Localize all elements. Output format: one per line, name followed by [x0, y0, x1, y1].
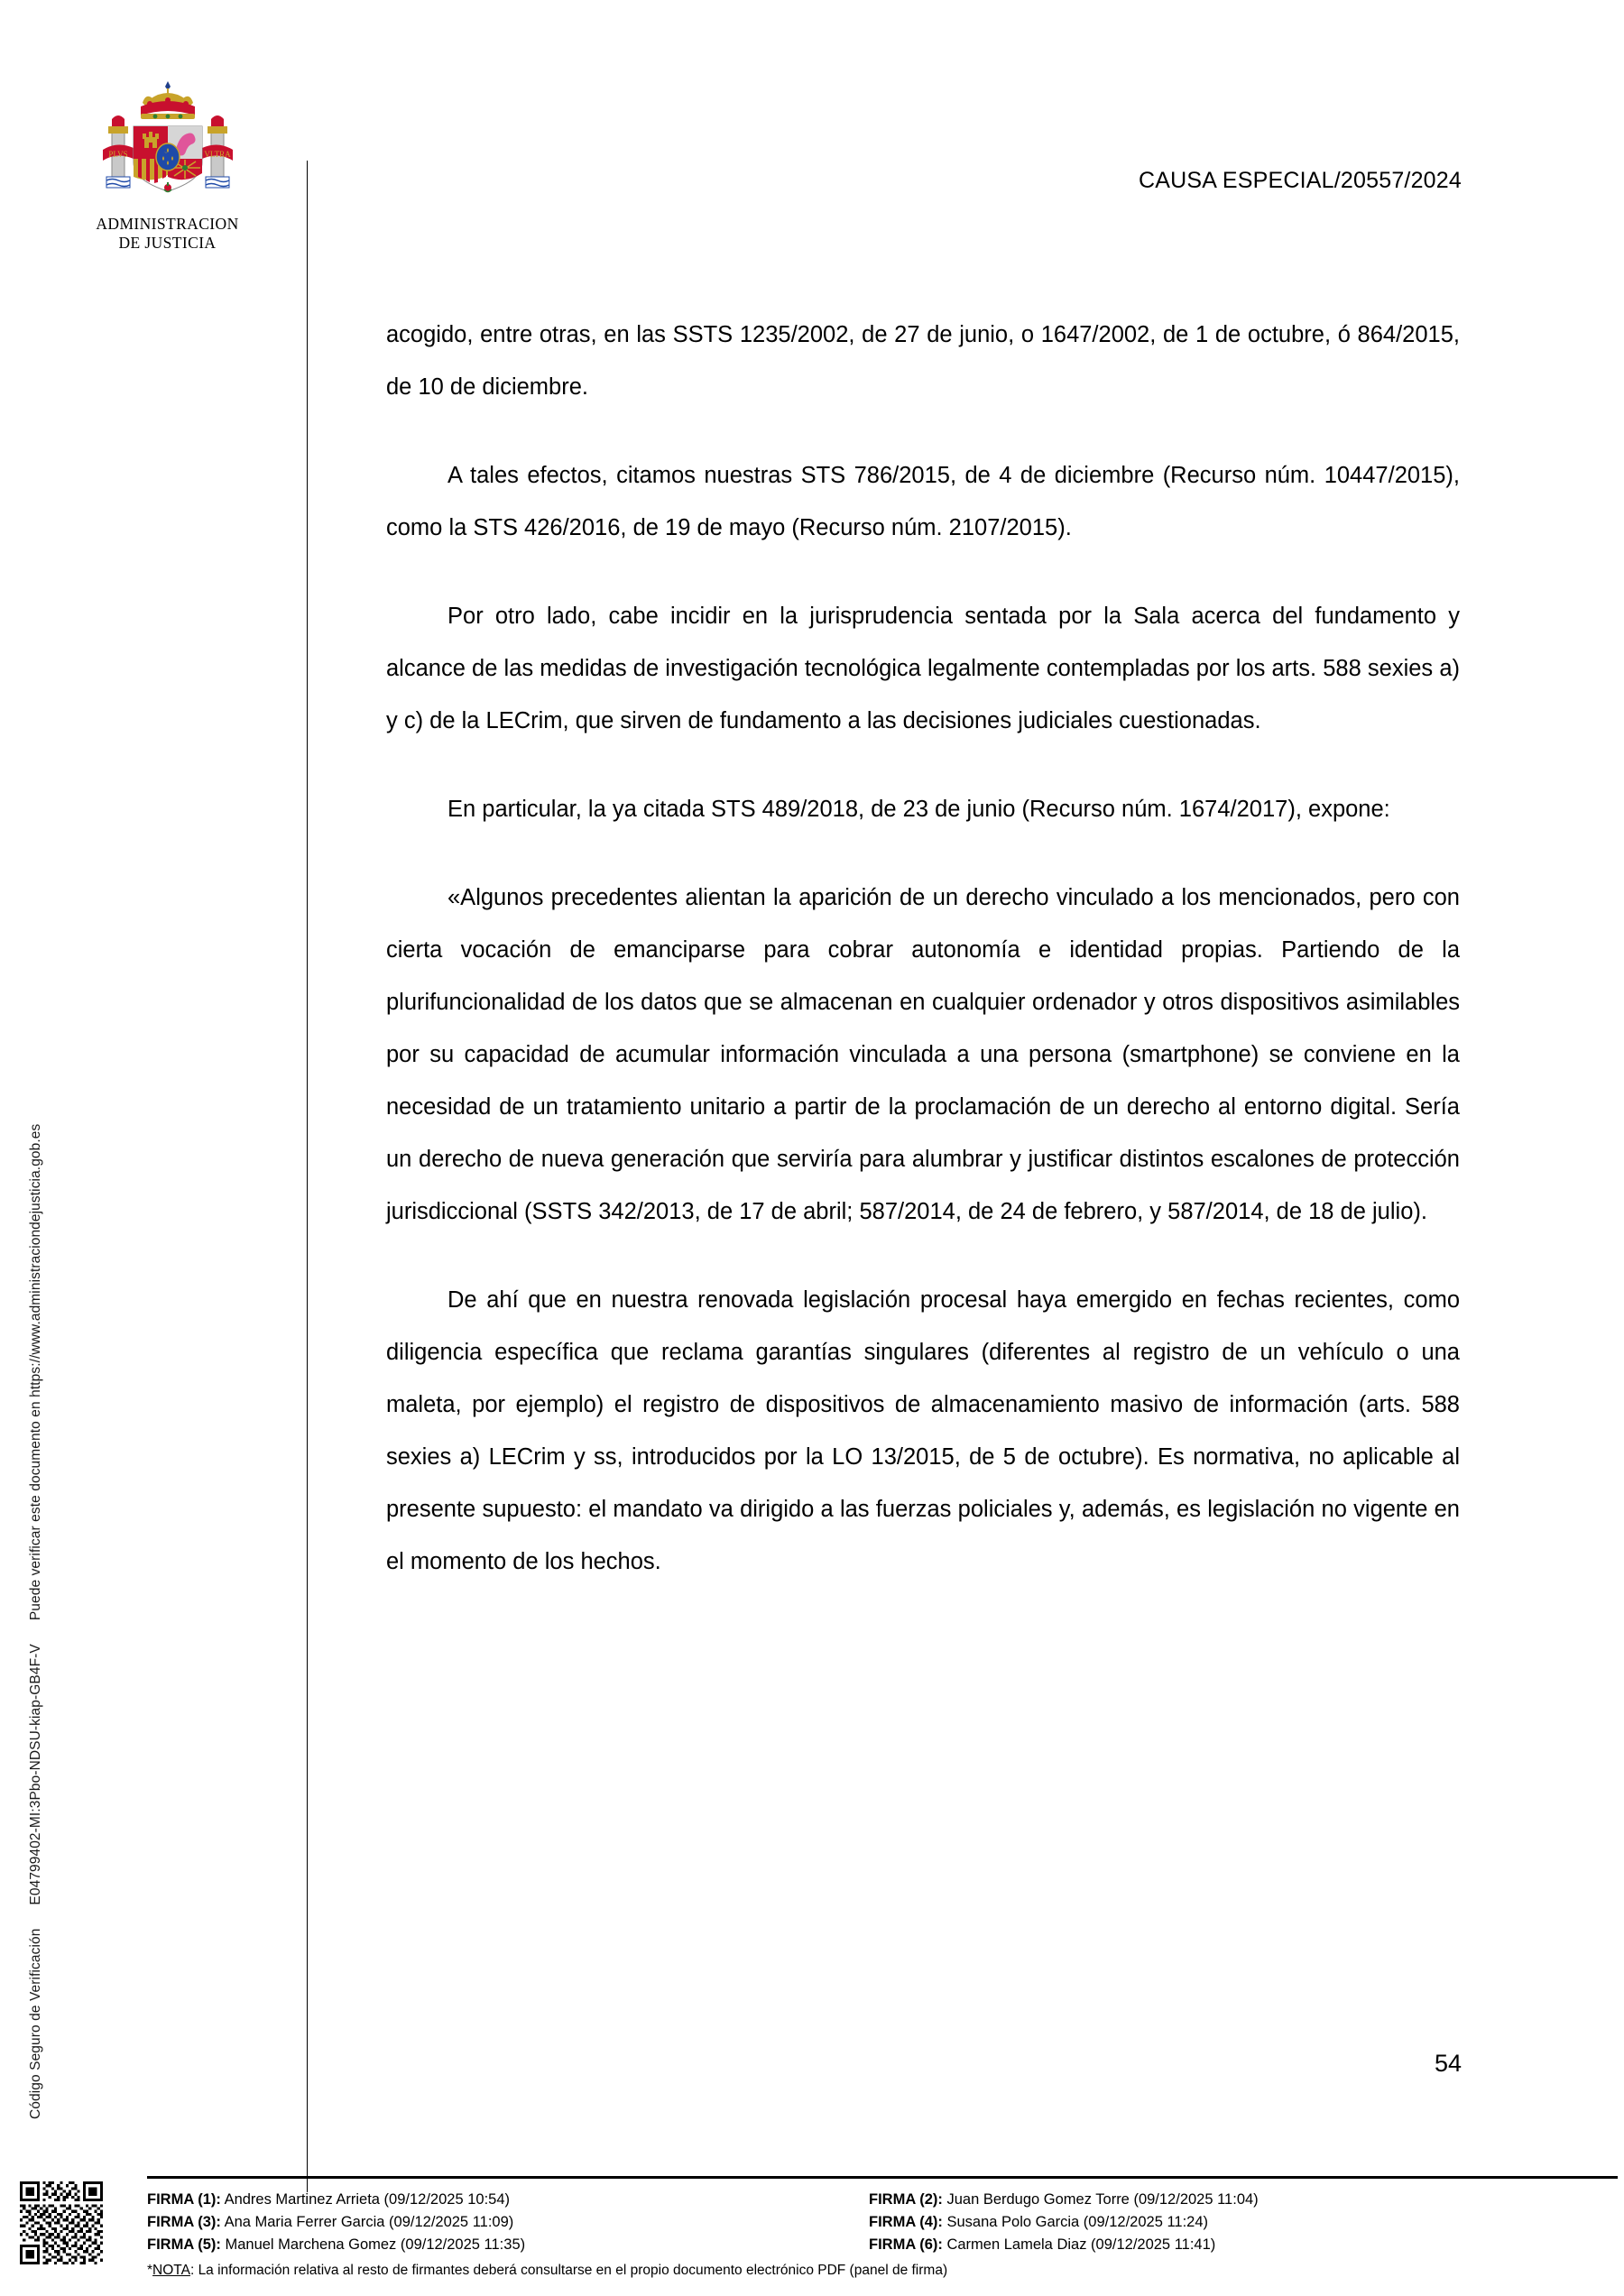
paragraph-de-ahi-que: De ahí que en nuestra renovada legislación procesal haya emergido en fechas recientes, como diligencia específica que reclama garantías singulares (diferentes al registro de un vehículo o una maleta, por ejemplo) el registro de dispositivos de almacenamiento masivo de información (arts. 588 sexies a) LECrim y ss, introducidos por la LO 13/2015, de 5 de octubre). Es normativa, no aplicable al presente supuesto: el mandato va dirigido a las fuerzas policiales y, además, es legislación no vigente en el momento de los hechos.	[386, 1287, 1460, 1574]
verification-sidebar	[0, 0, 135, 2165]
page-number: 54	[1434, 2050, 1462, 2077]
signature-entry-6	[869, 2234, 1618, 2256]
coat-of-arms	[61, 76, 273, 252]
signature-label-4: FIRMA (4):	[869, 2214, 943, 2230]
emblem-caption	[61, 215, 273, 252]
verification-sidebar-text	[28, 8, 44, 2119]
signature-value-6: Carmen Lamela Diaz (09/12/2025 11:41)	[946, 2236, 1216, 2253]
signature-entry-2	[869, 2189, 1618, 2211]
paragraph-por-otro-lado: Por otro lado, cabe incidir en la jurisprudencia sentada por la Sala acerca del fundamento y alcance de las medidas de investigación tecnológica legalmente contempladas por los arts. 588 sexies a) y c) de la LECrim, que sirven de fundamento a las decisiones judiciales cuestionadas.	[386, 604, 1460, 733]
paragraph-acogido: acogido, entre otras, en las SSTS 1235/2002, de 27 de junio, o 1647/2002, de 1 de octubre, ó 864/2015, de 10 de diciembre.	[386, 322, 1460, 400]
motto-left-text: PLVS	[107, 150, 128, 159]
paragraph-tales-efectos: A tales efectos, citamos nuestras STS 786/2015, de 4 de diciembre (Recurso núm. 10447/2015), como la STS 426/2016, de 19 de mayo (Recurso núm. 2107/2015).	[386, 463, 1460, 540]
signature-entry-3	[147, 2211, 869, 2234]
verification-notice: Puede verificar este documento en https://www.administraciondejusticia.gob.es	[28, 1123, 43, 1621]
spain-coat-of-arms-icon	[87, 76, 249, 211]
emblem-caption-line2: DE JUSTICIA	[118, 233, 217, 252]
signature-value-2: Juan Berdugo Gomez Torre (09/12/2025 11:04)	[946, 2191, 1259, 2208]
signature-entry-1	[147, 2189, 869, 2211]
signature-label-3: FIRMA (3):	[147, 2214, 221, 2230]
signature-label-1: FIRMA (1):	[147, 2191, 221, 2208]
signature-value-3: Ana Maria Ferrer Garcia (09/12/2025 11:09)	[224, 2214, 514, 2230]
verification-code-label: Código Seguro de Verificación	[28, 1928, 43, 2119]
footer-note	[147, 2261, 947, 2280]
signature-label-5: FIRMA (5):	[147, 2236, 221, 2253]
signature-grid	[147, 2189, 1618, 2256]
footer-note-prefix: *	[147, 2263, 153, 2278]
signature-entry-5	[147, 2234, 869, 2256]
emblem-caption-line1: ADMINISTRACION	[96, 215, 239, 233]
footer-divider	[147, 2176, 1618, 2179]
margin-divider	[307, 161, 308, 2192]
signature-entry-4	[869, 2211, 1618, 2234]
signature-footer	[0, 2176, 1624, 2296]
footer-note-keyword: NOTA	[152, 2263, 190, 2278]
signature-label-2: FIRMA (2):	[869, 2191, 943, 2208]
signature-value-1: Andres Martinez Arrieta (09/12/2025 10:54)	[224, 2191, 510, 2208]
signature-value-5: Manuel Marchena Gomez (09/12/2025 11:35)	[225, 2236, 526, 2253]
page-header-title: CAUSA ESPECIAL/20557/2024	[1138, 168, 1462, 193]
verification-code-value: E04799402-MI:3Pbo-NDSU-kiap-GB4F-V	[28, 1644, 43, 1905]
signature-value-4: Susana Polo Garcia (09/12/2025 11:24)	[946, 2214, 1209, 2230]
paragraph-en-particular: En particular, la ya citada STS 489/2018, de 23 de junio (Recurso núm. 1674/2017), expone:	[448, 797, 1390, 822]
paragraph-cita-algunos-precedentes: «Algunos precedentes alientan la aparición de un derecho vinculado a los mencionados, pero con cierta vocación de emanciparse para cobrar autonomía e identidad propias. Partiendo de la plurifuncionalidad de los datos que se almacenan en cualquier ordenador y otros dispositivos asimilables por su capacidad de acumular información vinculada a una persona (smartphone) se conviene en la necesidad de un tratamiento unitario a partir de la proclamación de un derecho al entorno digital. Sería un derecho de nueva generación que serviría para alumbrar y justificar distintos escalones de protección jurisdiccional (SSTS 342/2013, de 17 de abril; 587/2014, de 24 de febrero, y 587/2014, de 18 de julio).	[386, 885, 1460, 1224]
footer-note-text: : La información relativa al resto de firmantes deberá consultarse en el propio documento electrónico PDF (panel de firma)	[189, 2263, 948, 2278]
document-body	[386, 309, 1460, 1624]
signature-label-6: FIRMA (6):	[869, 2236, 943, 2253]
motto-right-text: VLTRA	[203, 150, 231, 159]
